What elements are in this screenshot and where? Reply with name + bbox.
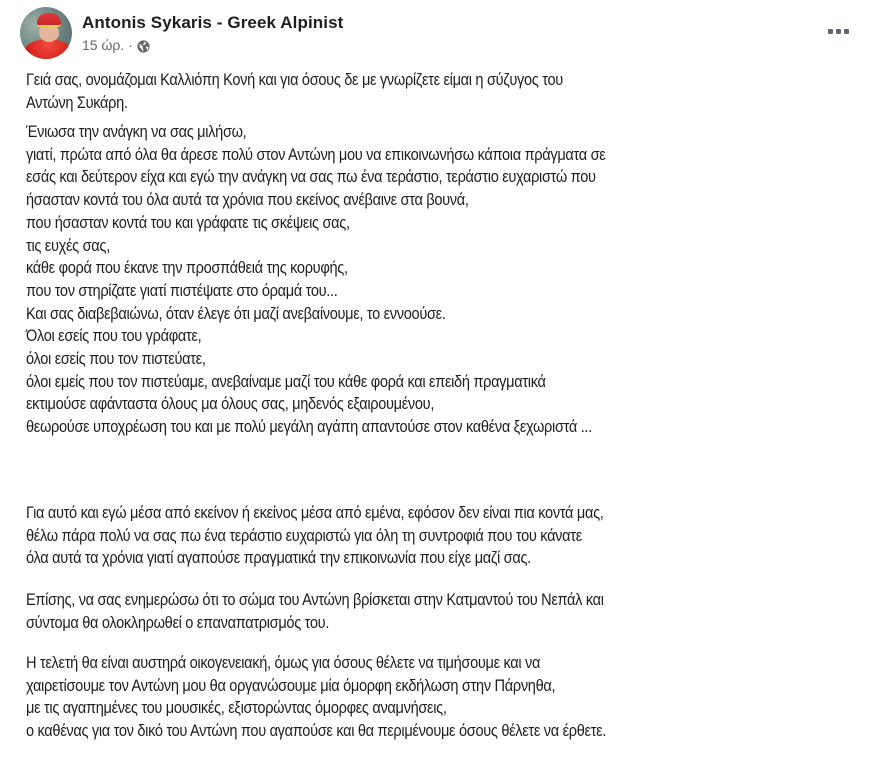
paragraph-thanks: [26, 121, 605, 439]
post-header: [20, 7, 343, 59]
text-line: Γειά σας, ονομάζομαι Καλλιόπη Κονή και για όσους δε με γνωρίζετε είμαι η σύζυγος του: [26, 71, 563, 89]
text-line: ήσασταν κοντά του όλα αυτά τα χρόνια που εκείνος ανέβαινε στα βουνά,: [26, 191, 469, 210]
text-line: που τον στηρίζατε γιατί πιστέψατε στο όραμά του...: [26, 281, 338, 300]
meta-separator: ·: [128, 37, 133, 53]
text-line: ο καθένας για τον δικό του Αντώνη που αγαπούσε και θα περιμένουμε όσους θέλετε να έρθετε.: [26, 722, 607, 741]
text-line: σύντομα θα ολοκληρωθεί ο επαναπατρισμός του.: [26, 613, 330, 632]
text-line: θέλω πάρα πολύ να σας πω ένα τεράστιο ευχαριστώ για όλη τη συντροφιά που του κάνατε: [26, 526, 582, 545]
paragraph-ceremony: [26, 652, 606, 743]
text-line: Και σας διαβεβαιώνω, όταν έλεγε ότι μαζί ανεβαίνουμε, το εννοούσε.: [26, 304, 446, 323]
author-avatar[interactable]: [20, 7, 72, 59]
text-line: κάθε φορά που έκανε την προσπάθειά της κορυφής,: [26, 259, 348, 278]
text-line: Αντώνη Συκάρη.: [26, 93, 128, 112]
post-timestamp[interactable]: 15 ώρ.: [82, 37, 125, 53]
text-line: Ένιωσα την ανάγκη να σας μιλήσω,: [26, 123, 247, 141]
paragraph-gratitude: [26, 502, 604, 570]
text-line: χαιρετίσουμε τον Αντώνη μου θα οργανώσουμε μία όμορφη εκδήλωση στην Πάρνηθα,: [26, 676, 556, 695]
text-line: Όλοι εσείς που του γράφατε,: [26, 327, 202, 346]
avatar-jacket: [24, 39, 72, 59]
author-name-link[interactable]: Antonis Sykaris - Greek Alpinist: [82, 13, 344, 32]
text-line: που ήσασταν κοντά του και γράφατε τις σκέψεις σας,: [26, 213, 350, 232]
text-line: εσάς και δεύτερον είχα και εγώ την ανάγκη να σας πω ένα τεράστιο, τεράστιο ευχαριστώ που: [26, 168, 596, 187]
paragraph-intro: [26, 69, 563, 114]
globe-icon[interactable]: [137, 39, 150, 52]
text-line: γιατί, πρώτα από όλα θα άρεσε πολύ στον Αντώνη μου να επικοινωνήσω κάποια πράγματα σε: [26, 145, 606, 164]
text-line: Επίσης, να σας ενημερώσω ότι το σώμα του Αντώνη βρίσκεται στην Κατμαντού του Νεπάλ και: [26, 591, 604, 609]
text-line: όλα αυτά τα χρόνια γιατί αγαπούσε πραγματικά την επικοινωνία που είχε μαζί σας.: [26, 549, 531, 568]
text-line: με τις αγαπημένες του μουσικές, εξιστορώντας όμορφες αναμνήσεις,: [26, 699, 447, 718]
dot-2: [836, 29, 841, 34]
text-line: Η τελετή θα είναι αυστηρά οικογενειακή, όμως για όσους θέλετε να τιμήσουμε και να: [26, 654, 541, 672]
dot-1: [828, 29, 833, 34]
header-text: [82, 12, 343, 54]
paragraph-repatriation: [26, 589, 604, 634]
text-line: εκτιμούσε αφάνταστα όλους μα όλους σας, μηδενός εξαιρουμένου,: [26, 395, 435, 414]
text-line: όλοι εμείς που τον πιστεύαμε, ανεβαίναμε μαζί του κάθε φορά και επειδή πραγματικά: [26, 372, 546, 391]
text-line: όλοι εσείς που τον πιστεύατε,: [26, 350, 206, 369]
more-options-button[interactable]: [820, 16, 856, 46]
text-line: τις ευχές σας,: [26, 236, 110, 255]
post-meta: [82, 36, 343, 54]
avatar-hat: [37, 13, 61, 27]
dot-3: [844, 29, 849, 34]
text-line: θεωρούσε υποχρέωση του και με πολύ μεγάλη αγάπη απαντούσε στον καθένα ξεχωριστά ...: [26, 418, 592, 437]
text-line: Για αυτό και εγώ μέσα από εκείνον ή εκείνος μέσα από εμένα, εφόσον δεν είναι πια κοντά μας,: [26, 504, 604, 522]
more-horizontal-icon: [828, 29, 849, 34]
